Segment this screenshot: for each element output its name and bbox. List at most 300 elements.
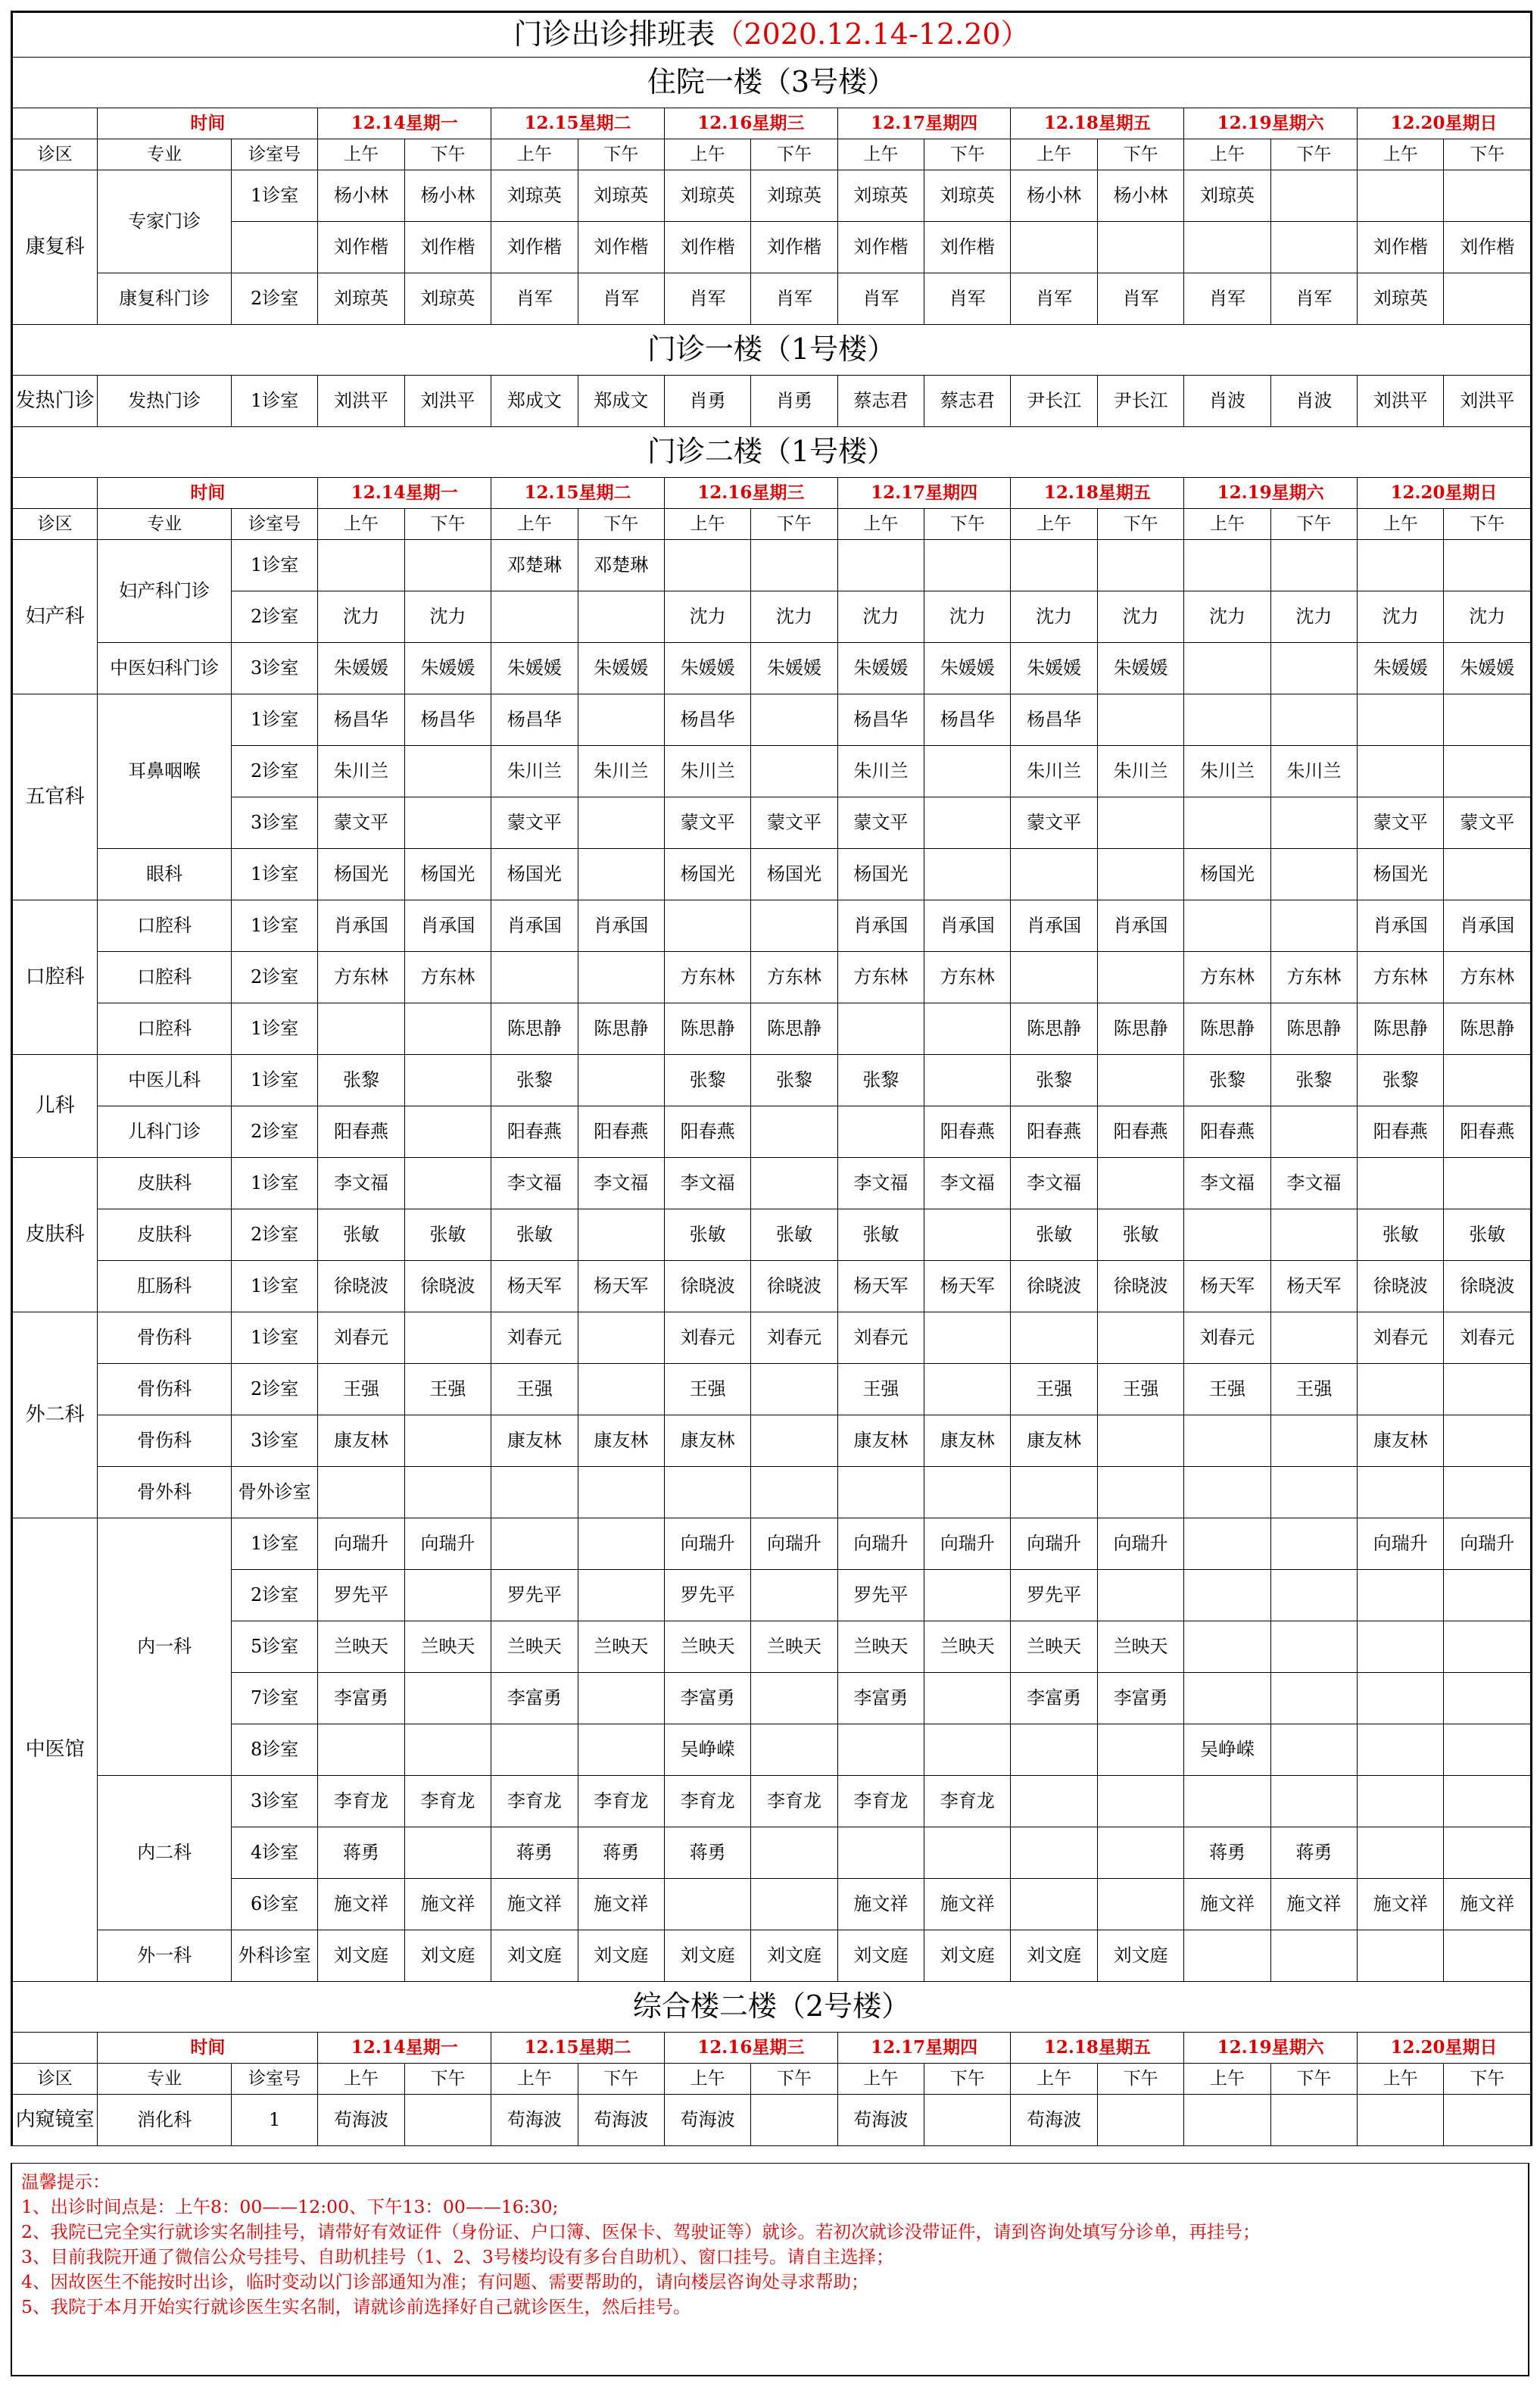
specialty-cell: 骨伤科 [98,1312,232,1364]
doctor-cell: 尹长江 [1097,376,1183,427]
doctor-cell [1270,222,1357,273]
doctor-cell: 沈力 [1444,591,1531,643]
doctor-cell [751,1879,837,1930]
doctor-cell [1358,1930,1444,1982]
header-pm: 下午 [404,2064,491,2095]
doctor-cell: 施文祥 [404,1879,491,1930]
header-day: 12.14星期一 [318,2033,491,2064]
doctor-cell: 向瑞升 [318,1518,404,1570]
note-line: 2、我院已完全实行就诊实名制挂号，请带好有效证件（身份证、户口簿、医保卡、驾驶证等）就诊。若初次就诊没带证件，请到咨询处填写分诊单，再挂号； [21,2221,1261,2242]
doctor-cell [1097,1158,1183,1209]
doctor-cell [1358,2095,1444,2146]
doctor-cell [1011,1312,1097,1364]
doctor-cell [751,1570,837,1621]
header-day: 12.20星期日 [1358,478,1531,509]
doctor-cell [1444,746,1531,797]
doctor-cell: 阳春燕 [1358,1106,1444,1158]
header-pm: 下午 [1097,2064,1183,2095]
doctor-cell: 刘春元 [1184,1312,1270,1364]
room-cell: 1诊室 [231,170,317,222]
doctor-cell [1097,1415,1183,1467]
doctor-cell: 蔡志君 [924,376,1011,427]
doctor-cell: 刘作楷 [1358,222,1444,273]
header-day: 12.19星期六 [1184,2033,1358,2064]
doctor-cell [1011,1879,1097,1930]
room-cell: 4诊室 [231,1827,317,1879]
doctor-cell [1358,1827,1444,1879]
doctor-cell: 施文祥 [1270,1879,1357,1930]
doctor-cell [1270,1467,1357,1518]
doctor-cell: 张黎 [1358,1055,1444,1106]
doctor-cell [491,952,578,1003]
header-day: 12.20星期日 [1358,2033,1531,2064]
doctor-cell [1358,170,1444,222]
doctor-cell: 朱川兰 [1184,746,1270,797]
header-day: 12.18星期五 [1011,478,1184,509]
schedule-row [13,591,1531,643]
doctor-cell [1270,540,1357,591]
doctor-cell: 杨国光 [837,849,924,900]
doctor-cell: 张敏 [837,1209,924,1261]
doctor-cell [1358,1621,1444,1673]
header-am: 上午 [664,2064,750,2095]
doctor-cell: 朱媛媛 [1358,643,1444,694]
doctor-cell: 施文祥 [1184,1879,1270,1930]
schedule-row [13,952,1531,1003]
doctor-cell: 阳春燕 [578,1106,664,1158]
doctor-cell [1270,1673,1357,1724]
doctor-cell [578,694,664,746]
header-pm: 下午 [1270,139,1357,170]
note-line: 1、出诊时间点是：上午8：00——12:00、下午13：00——16:30; [21,2196,559,2217]
doctor-cell: 刘春元 [1358,1312,1444,1364]
doctor-cell [1358,1364,1444,1415]
doctor-cell [1011,952,1097,1003]
doctor-cell: 刘琼英 [837,170,924,222]
doctor-cell: 施文祥 [924,1879,1011,1930]
doctor-cell [751,1724,837,1776]
doctor-cell: 刘文庭 [578,1930,664,1982]
doctor-cell: 施文祥 [1444,1879,1531,1930]
doctor-cell [318,1003,404,1055]
doctor-cell: 陈思静 [751,1003,837,1055]
header-am: 上午 [1011,139,1097,170]
doctor-cell [1097,1724,1183,1776]
doctor-cell [1184,797,1270,849]
dept-cell: 皮肤科 [13,1158,98,1312]
doctor-cell [404,540,491,591]
schedule-table [12,12,1531,2146]
doctor-cell: 杨天军 [578,1261,664,1312]
doctor-cell: 陈思静 [1011,1003,1097,1055]
doctor-cell: 方东林 [664,952,750,1003]
doctor-cell: 李文福 [491,1158,578,1209]
doctor-cell: 李文福 [318,1158,404,1209]
section-title-row [13,325,1531,376]
doctor-cell: 兰映天 [924,1621,1011,1673]
doctor-cell: 康友林 [318,1415,404,1467]
doctor-cell [1270,2095,1357,2146]
doctor-cell: 李文福 [1011,1158,1097,1209]
doctor-cell [578,797,664,849]
room-cell: 1诊室 [231,540,317,591]
doctor-cell [1184,1930,1270,1982]
header-time-label: 时间 [98,2033,318,2064]
doctor-cell [837,540,924,591]
section-title: 门诊二楼（1号楼） [13,427,1531,478]
doctor-cell [751,2095,837,2146]
doctor-cell [578,1724,664,1776]
doctor-cell: 杨昌华 [491,694,578,746]
doctor-cell [1011,1467,1097,1518]
doctor-cell [664,900,750,952]
doctor-cell: 肖承国 [1358,900,1444,952]
doctor-cell [1097,1312,1183,1364]
header-pm: 下午 [578,2064,664,2095]
doctor-cell: 刘琼英 [578,170,664,222]
doctor-cell [1097,540,1183,591]
doctor-cell: 沈力 [1358,591,1444,643]
doctor-cell: 李育龙 [664,1776,750,1827]
schedule-row [13,376,1531,427]
doctor-cell [751,746,837,797]
doctor-cell [1270,1209,1357,1261]
doctor-cell: 陈思静 [1270,1003,1357,1055]
doctor-cell [924,2095,1011,2146]
header-am: 上午 [318,139,404,170]
doctor-cell: 刘春元 [837,1312,924,1364]
doctor-cell: 张敏 [318,1209,404,1261]
doctor-cell: 蒙文平 [491,797,578,849]
dept-cell: 发热门诊 [13,376,98,427]
header-blank [13,478,98,509]
doctor-cell: 徐晓波 [1444,1261,1531,1312]
doctor-cell: 朱媛媛 [664,643,750,694]
room-cell: 2诊室 [231,952,317,1003]
header-pm: 下午 [404,509,491,540]
doctor-cell: 张黎 [837,1055,924,1106]
doctor-cell: 肖承国 [1011,900,1097,952]
doctor-cell: 刘琼英 [664,170,750,222]
doctor-cell: 兰映天 [578,1621,664,1673]
doctor-cell: 李文福 [1270,1158,1357,1209]
doctor-cell [1358,1673,1444,1724]
page-title [13,13,1531,58]
header-day: 12.14星期一 [318,108,491,139]
header-pm: 下午 [1444,139,1531,170]
schedule-row [13,1621,1531,1673]
doctor-cell [404,1106,491,1158]
room-cell: 外科诊室 [231,1930,317,1982]
doctor-cell: 李育龙 [491,1776,578,1827]
doctor-cell [1444,694,1531,746]
note-line: 4、因故医生不能按时出诊，临时变动以门诊部通知为准；有问题、需要帮助的，请向楼层咨询处寻求帮助； [21,2271,869,2292]
doctor-cell: 罗先平 [1011,1570,1097,1621]
room-cell: 1诊室 [231,1518,317,1570]
doctor-cell: 方东林 [404,952,491,1003]
doctor-cell: 阳春燕 [664,1106,750,1158]
doctor-cell: 邓楚琳 [491,540,578,591]
doctor-cell [1444,1364,1531,1415]
doctor-cell: 向瑞升 [1444,1518,1531,1570]
doctor-cell: 张黎 [1184,1055,1270,1106]
doctor-cell: 刘作楷 [318,222,404,273]
doctor-cell: 李文福 [578,1158,664,1209]
doctor-cell [1444,1621,1531,1673]
room-cell: 2诊室 [231,1106,317,1158]
doctor-cell [1184,1776,1270,1827]
doctor-cell [318,1467,404,1518]
doctor-cell [1358,1158,1444,1209]
doctor-cell: 肖承国 [578,900,664,952]
doctor-cell: 阳春燕 [1011,1106,1097,1158]
doctor-cell: 李富勇 [1011,1673,1097,1724]
header-pm: 下午 [404,139,491,170]
doctor-cell: 陈思静 [664,1003,750,1055]
doctor-cell [1358,1570,1444,1621]
doctor-cell [578,591,664,643]
doctor-cell [1270,1570,1357,1621]
doctor-cell [924,797,1011,849]
doctor-cell [1270,797,1357,849]
doctor-cell: 施文祥 [578,1879,664,1930]
doctor-cell: 蒙文平 [664,797,750,849]
doctor-cell: 刘春元 [1444,1312,1531,1364]
doctor-cell [751,1673,837,1724]
doctor-cell: 刘琼英 [491,170,578,222]
schedule-row [13,170,1531,222]
doctor-cell: 阳春燕 [1184,1106,1270,1158]
doctor-cell: 肖军 [1011,273,1097,325]
specialty-cell: 中医妇科门诊 [98,643,232,694]
doctor-cell [491,1518,578,1570]
doctor-cell: 沈力 [664,591,750,643]
doctor-cell [491,591,578,643]
schedule-row [13,1158,1531,1209]
doctor-cell: 罗先平 [664,1570,750,1621]
header-pm: 下午 [578,139,664,170]
specialty-cell: 肛肠科 [98,1261,232,1312]
doctor-cell: 沈力 [1097,591,1183,643]
doctor-cell [1358,694,1444,746]
doctor-cell: 杨天军 [1270,1261,1357,1312]
doctor-cell: 沈力 [1184,591,1270,643]
doctor-cell [1270,170,1357,222]
doctor-cell: 刘春元 [751,1312,837,1364]
doctor-cell: 肖承国 [1444,900,1531,952]
doctor-cell: 吴峥嵘 [664,1724,750,1776]
doctor-cell [1097,1570,1183,1621]
doctor-cell [751,1106,837,1158]
room-cell: 1诊室 [231,1261,317,1312]
room-cell: 2诊室 [231,746,317,797]
doctor-cell: 阳春燕 [318,1106,404,1158]
room-cell: 1诊室 [231,1003,317,1055]
doctor-cell: 刘洪平 [318,376,404,427]
doctor-cell [924,1467,1011,1518]
doctor-cell: 李育龙 [578,1776,664,1827]
doctor-cell [1444,1724,1531,1776]
schedule-row [13,1827,1531,1879]
doctor-cell: 杨昌华 [664,694,750,746]
doctor-cell [404,1724,491,1776]
doctor-cell [404,1415,491,1467]
doctor-cell [1097,849,1183,900]
section-title-row [13,427,1531,478]
doctor-cell: 杨国光 [1358,849,1444,900]
doctor-cell [1270,1930,1357,1982]
doctor-cell [1444,1570,1531,1621]
doctor-cell: 王强 [664,1364,750,1415]
header-day: 12.15星期二 [491,2033,665,2064]
doctor-cell: 兰映天 [837,1621,924,1673]
doctor-cell: 兰映天 [1011,1621,1097,1673]
doctor-cell [664,1467,750,1518]
doctor-cell: 朱媛媛 [751,643,837,694]
doctor-cell: 蒋勇 [1270,1827,1357,1879]
doctor-cell: 蔡志君 [837,376,924,427]
room-cell: 3诊室 [231,643,317,694]
schedule-row [13,643,1531,694]
doctor-cell: 徐晓波 [1011,1261,1097,1312]
header-columns-row [13,2064,1531,2095]
schedule-row [13,1209,1531,1261]
doctor-cell: 肖波 [1270,376,1357,427]
doctor-cell [1444,1673,1531,1724]
doctor-cell: 李育龙 [924,1776,1011,1827]
header-am: 上午 [1358,2064,1444,2095]
header-specialty: 专业 [98,509,232,540]
header-pm: 下午 [1444,509,1531,540]
doctor-cell [1444,1055,1531,1106]
header-pm: 下午 [751,509,837,540]
doctor-cell [1444,1415,1531,1467]
header-am: 上午 [491,139,578,170]
doctor-cell [924,540,1011,591]
doctor-cell: 方东林 [837,952,924,1003]
doctor-cell: 刘文庭 [1097,1930,1183,1982]
doctor-cell: 杨昌华 [404,694,491,746]
title-dates: （2020.12.14-12.20） [715,17,1030,51]
doctor-cell [837,1467,924,1518]
specialty-cell: 口腔科 [98,1003,232,1055]
header-am: 上午 [837,509,924,540]
doctor-cell [1011,849,1097,900]
room-cell: 6诊室 [231,1879,317,1930]
doctor-cell: 罗先平 [318,1570,404,1621]
doctor-cell [1270,1621,1357,1673]
doctor-cell [318,1724,404,1776]
schedule-row [13,746,1531,797]
header-columns-row [13,139,1531,170]
doctor-cell: 杨昌华 [924,694,1011,746]
doctor-cell: 方东林 [1358,952,1444,1003]
doctor-cell: 朱媛媛 [924,643,1011,694]
doctor-cell: 兰映天 [664,1621,750,1673]
doctor-cell: 李富勇 [1097,1673,1183,1724]
doctor-cell: 肖承国 [837,900,924,952]
doctor-cell: 刘文庭 [924,1930,1011,1982]
header-pm: 下午 [751,2064,837,2095]
doctor-cell [751,1467,837,1518]
doctor-cell [1270,694,1357,746]
header-specialty: 专业 [98,139,232,170]
doctor-cell: 朱川兰 [1011,746,1097,797]
doctor-cell [1097,1055,1183,1106]
doctor-cell: 张敏 [1444,1209,1531,1261]
doctor-cell: 兰映天 [1097,1621,1183,1673]
doctor-cell: 杨天军 [1184,1261,1270,1312]
doctor-cell [404,1467,491,1518]
doctor-cell [1184,1415,1270,1467]
title-main: 门诊出诊排班表 [513,17,715,51]
room-cell: 1诊室 [231,376,317,427]
doctor-cell: 张黎 [751,1055,837,1106]
doctor-cell: 蒋勇 [318,1827,404,1879]
doctor-cell [1444,1930,1531,1982]
doctor-cell: 刘作楷 [1444,222,1531,273]
doctor-cell [1184,900,1270,952]
doctor-cell: 兰映天 [318,1621,404,1673]
doctor-cell: 陈思静 [1444,1003,1531,1055]
doctor-cell [578,849,664,900]
doctor-cell: 肖承国 [404,900,491,952]
doctor-cell: 朱川兰 [491,746,578,797]
doctor-cell [1270,1415,1357,1467]
doctor-cell: 苟海波 [837,2095,924,2146]
header-day: 12.17星期四 [837,478,1011,509]
doctor-cell: 朱川兰 [664,746,750,797]
specialty-cell: 发热门诊 [98,376,232,427]
schedule-row [13,1261,1531,1312]
doctor-cell: 刘文庭 [837,1930,924,1982]
notes-panel [11,2163,1529,2376]
section-title-row [13,1982,1531,2033]
doctor-cell: 向瑞升 [404,1518,491,1570]
doctor-cell: 施文祥 [837,1879,924,1930]
doctor-cell: 张敏 [404,1209,491,1261]
doctor-cell [578,1209,664,1261]
schedule-row [13,1364,1531,1415]
doctor-cell: 李育龙 [837,1776,924,1827]
header-am: 上午 [837,139,924,170]
header-am: 上午 [1184,509,1270,540]
doctor-cell [1444,1776,1531,1827]
section-title: 住院一楼（3号楼） [13,58,1531,108]
doctor-cell: 刘春元 [664,1312,750,1364]
header-am: 上午 [1184,139,1270,170]
header-days-row [13,478,1531,509]
header-days-row [13,108,1531,139]
doctor-cell [751,1415,837,1467]
schedule-row [13,1673,1531,1724]
doctor-cell: 张敏 [664,1209,750,1261]
header-pm: 下午 [1097,139,1183,170]
header-room: 诊室号 [231,139,317,170]
doctor-cell: 罗先平 [837,1570,924,1621]
doctor-cell: 蒙文平 [318,797,404,849]
doctor-cell: 阳春燕 [491,1106,578,1158]
doctor-cell: 杨昌华 [837,694,924,746]
doctor-cell: 李富勇 [491,1673,578,1724]
doctor-cell: 苟海波 [578,2095,664,2146]
doctor-cell: 朱媛媛 [318,643,404,694]
header-am: 上午 [1011,509,1097,540]
doctor-cell: 朱川兰 [837,746,924,797]
doctor-cell: 邓楚琳 [578,540,664,591]
doctor-cell [1444,2095,1531,2146]
doctor-cell: 刘作楷 [578,222,664,273]
